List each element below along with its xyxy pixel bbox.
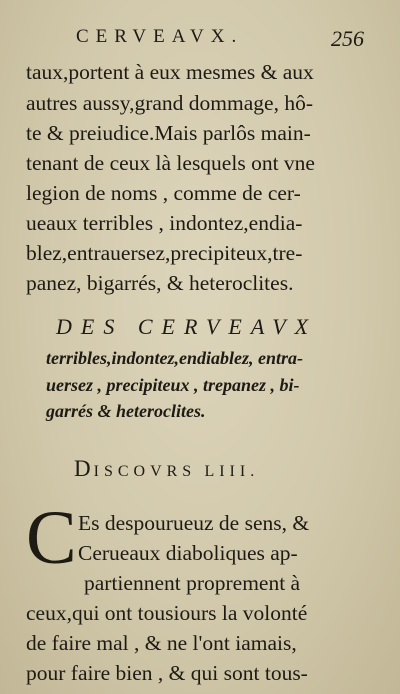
text-line: te & preiudice.Mais parlôs main- <box>26 121 311 145</box>
text-line: pour faire bien , & qui sont tous- <box>26 661 308 685</box>
discourse-numeral: LIII. <box>204 463 260 480</box>
chapter-title: DES CERVEAVX <box>56 314 318 339</box>
chapter-subtitle-line: uersez , precipiteux , trepanez , bi- <box>46 375 300 395</box>
discourse-word: ISCOVRS <box>93 463 197 480</box>
text-line: tenant de ceux là lesquels ont vne <box>26 151 315 175</box>
text-line: Es despourueuz de sens, & <box>78 511 310 535</box>
text-line: legion de noms , comme de cer- <box>26 181 301 205</box>
page-header <box>76 26 376 56</box>
running-title: CERVEAVX. <box>76 26 244 47</box>
text-line: autres aussy,grand dommage, hô- <box>26 91 313 115</box>
text-line: taux,portent à eux mesmes & aux <box>26 60 314 84</box>
text-line: blez,entrauersez,precipiteux,tre- <box>26 241 303 265</box>
page-number: 256 <box>331 26 364 51</box>
drop-cap: C <box>26 496 77 580</box>
text-line: ceux,qui ont tousiours la volonté <box>26 601 308 625</box>
text-line: Cerueaux diaboliques ap- <box>78 541 298 565</box>
discourse-heading <box>74 456 259 482</box>
text-line: panez, bigarrés, & heteroclites. <box>26 271 294 295</box>
chapter-subtitle-line: terribles,indontez,endiablez, entra- <box>46 348 304 368</box>
chapter-subtitle-line: garrés & heteroclites. <box>46 401 206 421</box>
text-line: de faire mal , & ne l'ont iamais, <box>26 631 297 655</box>
text-line: ueaux terribles , indontez,endia- <box>26 211 303 235</box>
discourse-initial: D <box>74 456 94 481</box>
text-line: partiennent proprement à <box>84 571 301 595</box>
